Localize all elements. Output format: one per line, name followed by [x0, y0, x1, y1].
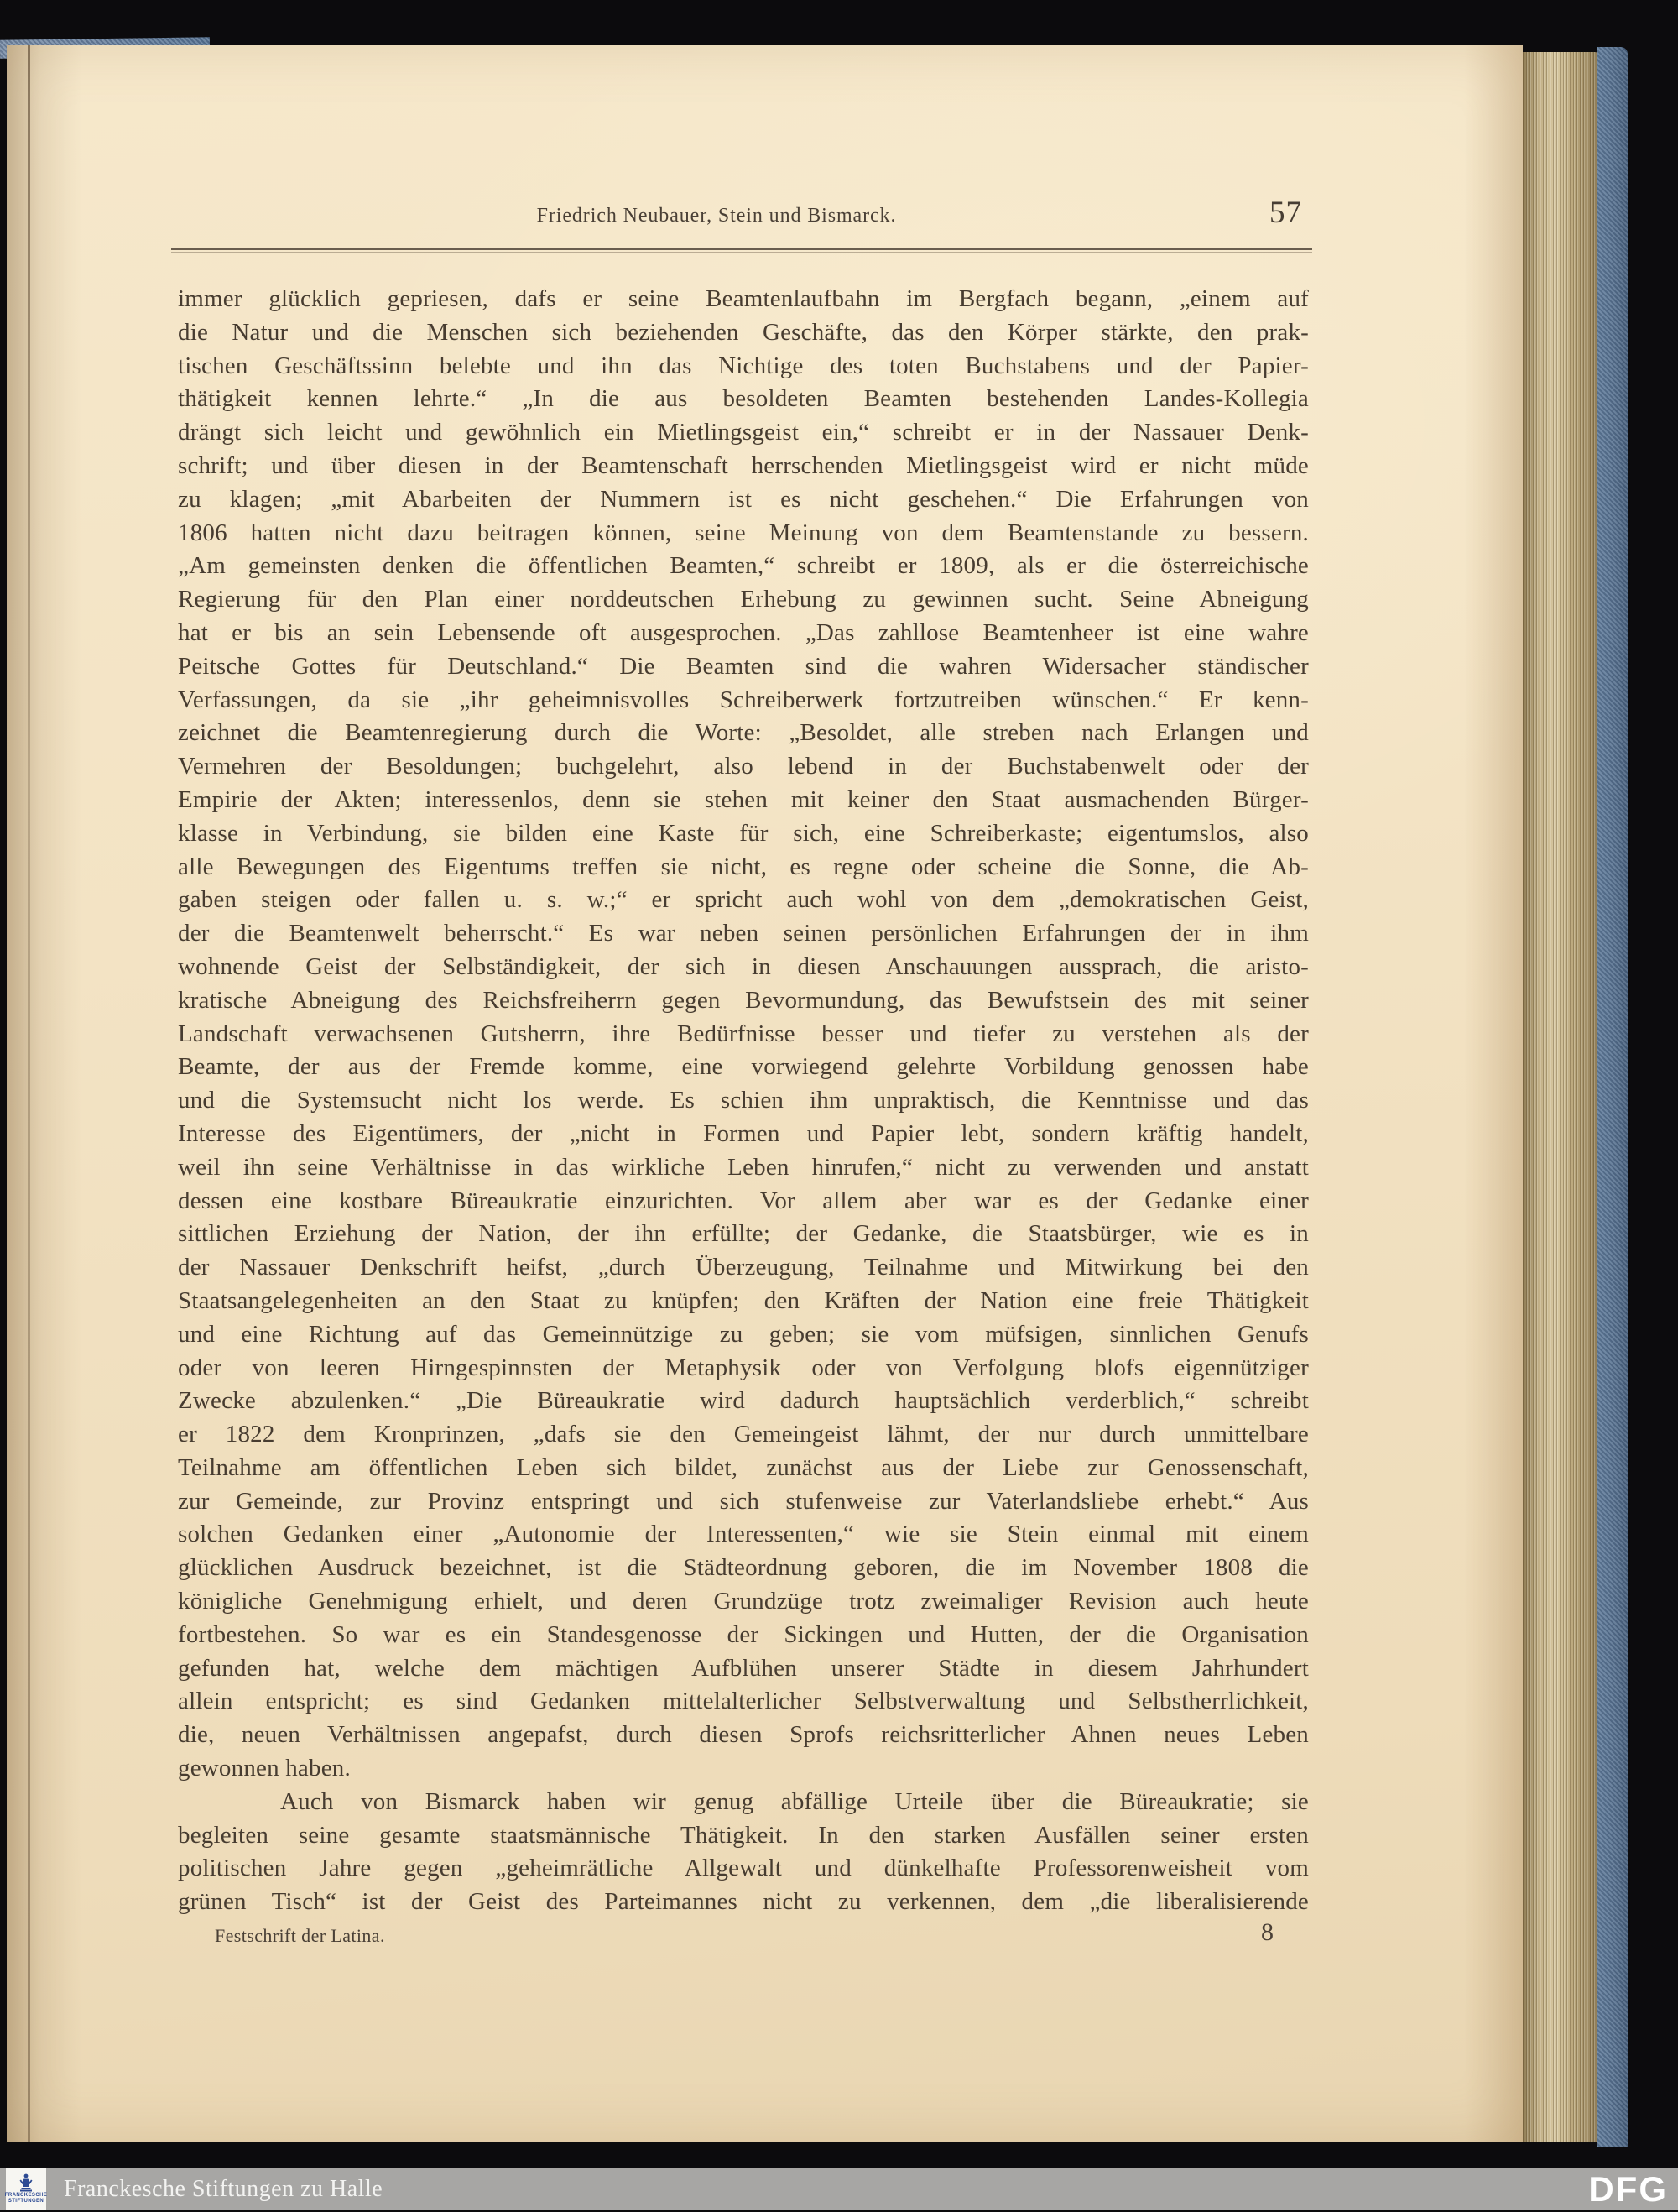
header-rule: [171, 248, 1312, 253]
text-line: Vermehren der Besoldungen; buchgelehrt, also lebend in der Buchstabenwelt oder der: [178, 753, 1309, 780]
text-line: Landschaft verwachsenen Gutsherrn, ihre Bedürfnisse besser und tiefer zu verstehen als der: [178, 1020, 1309, 1047]
text-line: Zwecke abzulenken.“ „Die Büreaukratie wird dadurch hauptsächlich verderblich,“ schreibt: [178, 1387, 1309, 1415]
text-line: der Nassauer Denkschrift heifst, „durch Überzeugung, Teilnahme und Mitwirkung bei den: [178, 1254, 1309, 1281]
logo-caption-line1: FRANCKESCHE: [4, 2193, 48, 2198]
institution-name: Franckesche Stiftungen zu Halle: [64, 2176, 383, 2202]
statue-icon: [18, 2173, 34, 2192]
text-line: Regierung für den Plan einer norddeutschen Erhebung zu gewinnen sucht. Seine Abneigung: [178, 586, 1309, 613]
text-line: Teilnahme am öffentlichen Leben sich bildet, zunächst aus der Liebe zur Genossenschaft,: [178, 1453, 1309, 1481]
text-line: er 1822 dem Kronprinzen, „dafs sie den Gemeingeist lähmt, der nur durch unmittelbare: [178, 1421, 1309, 1448]
text-line: zur Gemeinde, zur Provinz entspringt und sich stufenweise zur Vaterlandsliebe erhebt.“ Aus: [178, 1487, 1309, 1515]
text-line: klasse in Verbindung, sie bilden eine Kaste für sich, eine Schreiberkaste; eigentumslos, also: [178, 819, 1309, 847]
text-line: gewonnen haben.: [178, 1755, 351, 1782]
logo-caption: [5, 2193, 47, 2204]
book-page: [7, 45, 1523, 2142]
text-line: oder von leeren Hirngespinnsten der Metaphysik oder von Verfolgung blofs eigennütziger: [178, 1354, 1309, 1381]
text-line: 1806 hatten nicht dazu beitragen können, seine Meinung von dem Beamtenstande zu bessern.: [178, 519, 1309, 546]
text-line: allein entspricht; es sind Gedanken mittelalterlicher Selbstverwaltung und Selbstherrlichkeit,: [178, 1688, 1309, 1715]
text-line: die, neuen Verhältnissen angepafst, durch diesen Sprofs reichsritterlicher Ahnen neues Leben: [178, 1721, 1309, 1749]
text-line: begleiten seine gesamte staatsmännische Thätigkeit. In den starken Ausfällen seiner ersten: [178, 1821, 1309, 1849]
text-line: weil ihn seine Verhältnisse in das wirkliche Leben hinrufen,“ nicht zu verwenden und anstatt: [178, 1153, 1309, 1181]
text-line: schrift; und über diesen in der Beamtenschaft herrschenden Mietlingsgeist wird er nicht müde: [178, 451, 1309, 479]
text-line: Peitsche Gottes für Deutschland.“ Die Beamten sind die wahren Widersacher ständischer: [178, 652, 1309, 680]
footer-signature: Festschrift der Latina.: [215, 1925, 385, 1946]
text-line: die Natur und die Menschen sich beziehenden Geschäfte, das den Körper stärkte, den prak-: [178, 318, 1309, 346]
text-line: gaben steigen oder fallen u. s. w.;“ er spricht auch wohl von dem „demokratischen Geist,: [178, 886, 1309, 914]
text-line: wohnende Geist der Selbständigkeit, der sich in diesen Anschauungen aussprach, die aristo-: [178, 952, 1309, 980]
text-line: thätigkeit kennen lehrte.“ „In die aus besoldeten Beamten bestehenden Landes-Kollegia: [178, 385, 1309, 413]
text-line: alle Bewegungen des Eigentums treffen sie nicht, es regne oder scheine die Sonne, die Ab-: [178, 853, 1309, 880]
text-line: tischen Geschäftssinn belebte und ihn das Nichtige des toten Buchstabens und der Papier-: [178, 352, 1309, 379]
text-line: gefunden hat, welche dem mächtigen Aufblühen unserer Städte in diesem Jahrhundert: [178, 1654, 1309, 1682]
text-line: immer glücklich gepriesen, dafs er seine Beamtenlaufbahn im Bergfach begann, „einem auf: [178, 285, 1309, 312]
running-title: Friedrich Neubauer, Stein und Bismarck.: [536, 205, 897, 227]
text-line: Verfassungen, da sie „ihr geheimnisvolles Schreiberwerk fortzutreiben wünschen.“ Er kenn-: [178, 686, 1309, 713]
page-gutter-crease: [28, 45, 30, 2142]
text-line: grünen Tisch“ ist der Geist des Parteimannes nicht zu verkennen, dem „die liberalisierende: [178, 1888, 1309, 1916]
text-line: politischen Jahre gegen „geheimrätliche Allgewalt und dünkelhafte Professorenweisheit vom: [178, 1855, 1309, 1882]
book-cover-edge: [1597, 47, 1628, 2147]
text-line: „Am gemeinsten denken die öffentlichen Beamten,“ schreibt er 1809, als er die österreichische: [178, 552, 1309, 580]
text-line: Auch von Bismarck haben wir genug abfällige Urteile über die Büreaukratie; sie: [280, 1787, 1309, 1815]
text-line: drängt sich leicht und gewöhnlich ein Mietlingsgeist ein,“ schreibt er in der Nassauer Denk-: [178, 419, 1309, 446]
text-line: glücklichen Ausdruck bezeichnet, ist die Städteordnung geboren, die im November 1808 die: [178, 1554, 1309, 1582]
text-line: kratische Abneigung des Reichsfreiherrn gegen Bevormundung, das Bewufstsein des mit seiner: [178, 986, 1309, 1014]
footer-sheet-number: 8: [1261, 1918, 1274, 1946]
page-number: 57: [1269, 196, 1302, 230]
text-line: zeichnet die Beamtenregierung durch die Worte: „Besoldet, alle streben nach Erlangen und: [178, 719, 1309, 747]
body-text: [178, 283, 1309, 1919]
text-line: und eine Richtung auf das Gemeinnützige zu geben; sie vom müfsigen, sinnlichen Genufs: [178, 1320, 1309, 1348]
text-line: Interesse des Eigentümers, der „nicht in Formen und Papier lebt, sondern kräftig handelt,: [178, 1119, 1309, 1147]
text-line: zu klagen; „mit Abarbeiten der Nummern ist es nicht geschehen.“ Die Erfahrungen von: [178, 485, 1309, 513]
logo-caption-line2: STIFTUNGEN: [8, 2199, 44, 2204]
text-line: Staatsangelegenheiten an den Staat zu knüpfen; den Kräften der Nation eine freie Thätigkeit: [178, 1286, 1309, 1314]
text-line: hat er bis an sein Lebensende oft ausgesprochen. „Das zahllose Beamtenheer ist eine wahre: [178, 618, 1309, 646]
text-line: Beamte, der aus der Fremde komme, eine vorwiegend gelehrte Vorbildung genossen habe: [178, 1053, 1309, 1081]
page-footer: [178, 1918, 1309, 1954]
franckesche-stiftungen-logo: [6, 2168, 46, 2210]
page-edges-fan: [1523, 52, 1598, 2142]
page-header: [178, 196, 1309, 235]
text-line: und die Systemsucht nicht los werde. Es schien ihm unpraktisch, die Kenntnisse und das: [178, 1087, 1309, 1114]
text-line: der die Beamtenwelt beherrscht.“ Es war neben seinen persönlichen Erfahrungen der in ihm: [178, 920, 1309, 947]
text-line: sittlichen Erziehung der Nation, der ihn erfüllte; der Gedanke, die Staatsbürger, wie es in: [178, 1220, 1309, 1248]
text-line: solchen Gedanken einer „Autonomie der Interessenten,“ wie sie Stein einmal mit einem: [178, 1521, 1309, 1548]
text-line: fortbestehen. So war es ein Standesgenosse der Sickingen und Hutten, der die Organisation: [178, 1620, 1309, 1648]
dfg-logo: DFG: [1588, 2169, 1668, 2209]
text-line: dessen eine kostbare Büreaukratie einzurichten. Vor allem aber war es der Gedanke einer: [178, 1187, 1309, 1214]
viewer-footer-bar: [0, 2168, 1678, 2210]
text-line: königliche Genehmigung erhielt, und deren Grundzüge trotz zweimaliger Revision auch heute: [178, 1588, 1309, 1615]
text-line: Empirie der Akten; interessenlos, denn sie stehen mit keiner den Staat ausmachenden Bürger-: [178, 785, 1309, 813]
